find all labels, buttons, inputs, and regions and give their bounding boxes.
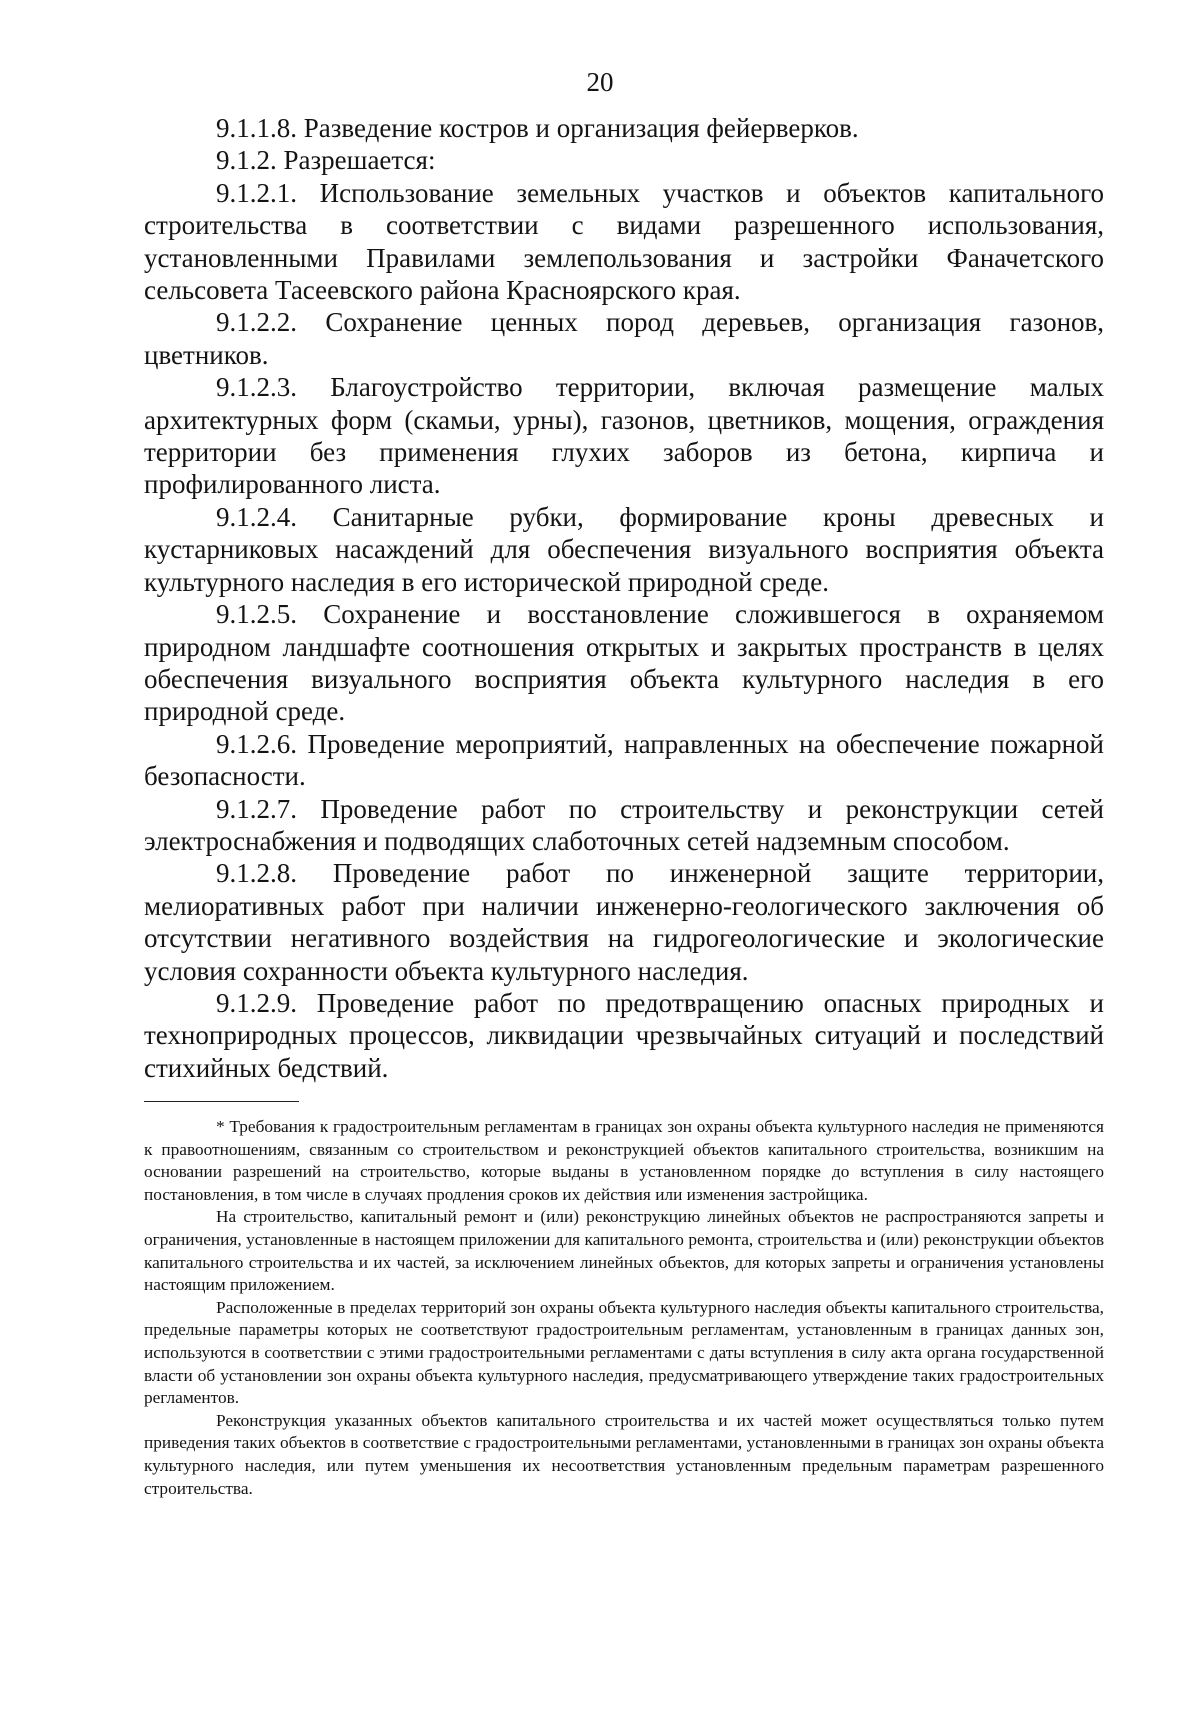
paragraph-number: 9.1.2.9. bbox=[216, 987, 297, 1018]
paragraph-number: 9.1.2.5. bbox=[216, 599, 297, 630]
paragraph-number: 9.1.2.3. bbox=[216, 372, 297, 403]
paragraph-9-1-2-8 bbox=[144, 857, 1104, 987]
paragraph-number: 9.1.2.4. bbox=[216, 501, 297, 532]
paragraph-text: Разведение костров и организация фейерверков. bbox=[303, 113, 859, 143]
footnote-item: Расположенные в пределах территорий зон охраны объекта культурного наследия объекты капитального строительства, предельные параметры которых не соответствуют градостроительным регламентам, установленным в границах данных зон, используются в соответствии с этими градостроительными регламентами с даты вступления в силу акта органа государственной власти об установлении зон охраны объекта культурного наследия, предусматривающего утверждение таких градостроительных регламентов. bbox=[144, 1297, 1104, 1408]
paragraph-text: Благоустройство территории, включая размещение малых архитектурных форм (скамьи, урны), газонов, цветников, мощения, ограждения территории без применения глухих заборов из бетона, кирпича и профилированного листа. bbox=[144, 372, 1104, 500]
paragraph-9-1-2-1 bbox=[144, 177, 1104, 307]
paragraph-number: 9.1.2. bbox=[216, 145, 277, 176]
paragraph-number: 9.1.2.1. bbox=[216, 177, 297, 208]
paragraph-number: 9.1.2.6. bbox=[216, 728, 297, 759]
paragraph-text: Сохранение и восстановление сложившегося в охраняемом природном ландшафте соотношения открытых и закрытых пространств в целях обеспечения визуального восприятия объекта культурного наследия в его природной среде. bbox=[144, 599, 1105, 727]
paragraph-text: Разрешается: bbox=[283, 145, 436, 176]
paragraph-text: Проведение работ по инженерной защите территории, мелиоративных работ при наличии инженерно-геологического заключения об отсутствии негативного воздействия на гидрогеологические и экологические условия сохранности объекта культурного наследия. bbox=[144, 858, 1104, 986]
paragraph-9-1-2-3 bbox=[144, 371, 1104, 501]
paragraph-9-1-2-7 bbox=[144, 793, 1104, 858]
paragraph-text: Проведение работ по предотвращению опасных природных и техноприродных процессов, ликвидации чрезвычайных ситуаций и последствий стихийных бедствий. bbox=[144, 987, 1105, 1083]
paragraph-number: 9.1.2.8. bbox=[216, 858, 297, 889]
paragraph-9-1-2-5 bbox=[144, 598, 1104, 728]
paragraph-9-1-2 bbox=[144, 144, 1104, 176]
paragraph-9-1-2-6 bbox=[144, 728, 1104, 793]
paragraph-9-1-2-2 bbox=[144, 306, 1104, 371]
paragraph-9-1-2-9 bbox=[144, 987, 1104, 1084]
paragraph-text: Использование земельных участков и объектов капитального строительства в соответствии с видами разрешенного использования, установленными Правилами землепользования и застройки Фаначетского сельсовета Тасеевского района Красноярского края. bbox=[144, 177, 1105, 306]
paragraph-number: 9.1.1.8. bbox=[216, 113, 297, 143]
footnote-item: Реконструкция указанных объектов капитального строительства и их частей может осуществляться только путем приведения таких объектов в соответствие с градостроительными регламентами, установленными в границах зон охраны объекта культурного наследия, или путем уменьшения их несоответствия установленным предельным параметрам разрешенного строительства. bbox=[144, 1410, 1104, 1498]
paragraph-9-1-2-4 bbox=[144, 501, 1104, 598]
paragraph-text: Проведение работ по строительству и реконструкции сетей электроснабжения и подводящих слаботочных сетей надземным способом. bbox=[144, 793, 1104, 856]
main-text bbox=[144, 112, 1104, 1084]
paragraph-text: Проведение мероприятий, направленных на обеспечение пожарной безопасности. bbox=[144, 728, 1105, 792]
paragraph-number: 9.1.2.7. bbox=[216, 793, 297, 824]
paragraph-number: 9.1.2.2. bbox=[216, 307, 297, 338]
page-number: 20 bbox=[586, 67, 614, 97]
footnote-item: На строительство, капитальный ремонт и (или) реконструкцию линейных объектов не распространяются запреты и ограничения, установленные в настоящем приложении для капитального ремонта, строительства и (или) реконструкции объектов капитального строительства и их частей, за исключением линейных объектов, для которых запреты и ограничения установлены настоящим приложением. bbox=[144, 1207, 1104, 1295]
paragraph-text: Санитарные рубки, формирование кроны древесных и кустарниковых насаждений для обеспечения визуального восприятия объекта культурного наследия в его исторической природной среде. bbox=[144, 501, 1105, 597]
paragraph-9-1-1-8 bbox=[144, 112, 1104, 144]
paragraph-text: Сохранение ценных пород деревьев, организация газонов, цветников. bbox=[144, 307, 1105, 370]
footnotes bbox=[144, 1116, 1104, 1500]
footnote-item: * Требования к градостроительным регламентам в границах зон охраны объекта культурного наследия не применяются к правоотношениям, связанным со строительством и реконструкцией объектов капитального строительства, возникшим на основании разрешений на строительство, которые выданы в установленном порядке до вступления в силу настоящего постановления, в том числе в случаях продления сроков их действия или изменения застройщика. bbox=[144, 1117, 1104, 1204]
footnote-divider bbox=[144, 1101, 299, 1102]
